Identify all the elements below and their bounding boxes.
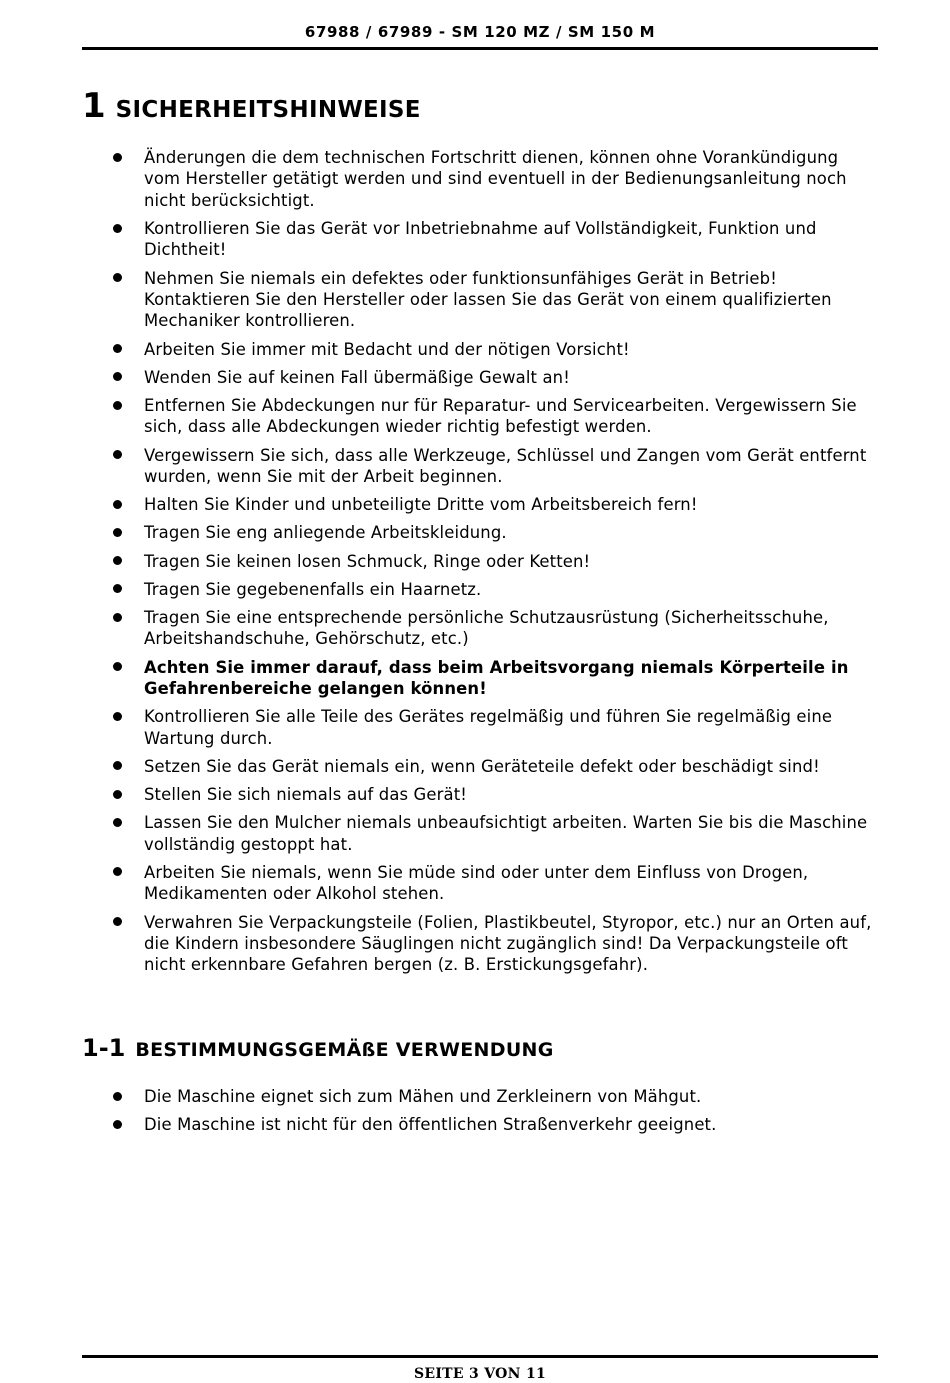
- bullet-icon: [113, 790, 122, 799]
- section-title: BESTIMMUNGSGEMÄßE VERWENDUNG: [135, 1039, 554, 1061]
- list-item-text: Vergewissern Sie sich, dass alle Werkzeuge, Schlüssel und Zangen vom Gerät entfernt wurden, wenn Sie mit der Arbeit beginnen.: [144, 445, 867, 487]
- bullet-icon: [113, 372, 122, 381]
- page-header-title: 67988 / 67989 - SM 120 MZ / SM 150 M: [304, 23, 656, 41]
- list-item: [112, 862, 877, 905]
- list-item-text: Lassen Sie den Mulcher niemals unbeaufsichtigt arbeiten. Warten Sie bis die Maschine vollständig gestoppt hat.: [144, 813, 868, 854]
- list-item-text: Kontrollieren Sie das Gerät vor Inbetriebnahme auf Vollständigkeit, Funktion und Dichtheit!: [144, 219, 817, 260]
- bullet-icon: [113, 761, 122, 770]
- list-item-text: Entfernen Sie Abdeckungen nur für Reparatur- und Servicearbeiten. Vergewissern Sie sich, dass alle Abdeckungen wieder richtig befestigt werden.: [144, 396, 857, 437]
- bullet-icon: [113, 584, 122, 593]
- bullet-icon: [113, 613, 122, 622]
- list-item: [112, 339, 877, 360]
- bullet-icon: [113, 1092, 122, 1101]
- bullet-icon: [113, 500, 122, 509]
- list-item-text: Halten Sie Kinder und unbeteiligte Dritte vom Arbeitsbereich fern!: [144, 495, 698, 515]
- bullet-icon: [113, 1120, 122, 1129]
- list-item-warning: [112, 657, 877, 700]
- list-item-text: Setzen Sie das Gerät niemals ein, wenn Geräteteile defekt oder beschädigt sind!: [144, 756, 820, 776]
- bullet-icon: [113, 556, 122, 565]
- safety-instructions-list: [112, 147, 877, 983]
- list-item: [112, 1114, 877, 1135]
- list-item-text: Stellen Sie sich niemals auf das Gerät!: [144, 785, 468, 805]
- bullet-icon: [113, 528, 122, 537]
- list-item: [112, 607, 877, 650]
- bullet-icon: [113, 153, 122, 162]
- intended-use-list: [112, 1086, 877, 1142]
- header-rule: [82, 47, 878, 50]
- list-item-text: Achten Sie immer darauf, dass beim Arbeitsvorgang niemals Körperteile in Gefahrenbereiche gelangen können!: [144, 657, 849, 699]
- list-item: [112, 551, 877, 572]
- footer-rule: [82, 1355, 878, 1358]
- list-item-text: Nehmen Sie niemals ein defektes oder funktionsunfähiges Gerät in Betrieb! Kontaktieren Sie den Hersteller oder lassen Sie das Gerät von einem qualifizierten Mechaniker kontrollieren.: [144, 268, 832, 331]
- bullet-icon: [113, 917, 122, 926]
- list-item-text: Die Maschine ist nicht für den öffentlichen Straßenverkehr geeignet.: [144, 1115, 717, 1135]
- bullet-icon: [113, 662, 122, 671]
- bullet-icon: [113, 344, 122, 353]
- list-item: [112, 1086, 877, 1107]
- list-item-text: Tragen Sie eng anliegende Arbeitskleidung.: [144, 523, 507, 543]
- list-item-text: Arbeiten Sie niemals, wenn Sie müde sind oder unter dem Einfluss von Drogen, Medikamenten oder Alkohol stehen.: [144, 862, 809, 904]
- bullet-icon: [113, 401, 122, 410]
- list-item: [112, 756, 877, 777]
- page-number: SEITE 3 VON 11: [413, 1366, 547, 1382]
- bullet-icon: [113, 818, 122, 827]
- list-item: [112, 367, 877, 388]
- bullet-icon: [113, 224, 122, 233]
- list-item: [112, 912, 877, 976]
- list-item-text: Arbeiten Sie immer mit Bedacht und der nötigen Vorsicht!: [144, 339, 630, 359]
- bullet-icon: [113, 273, 122, 282]
- list-item: [112, 395, 877, 438]
- list-item: [112, 147, 877, 211]
- section-heading-safety: [82, 86, 421, 126]
- list-item-text: Tragen Sie eine entsprechende persönliche Schutzausrüstung (Sicherheitsschuhe, Arbeitshandschuhe, Gehörschutz, etc.): [144, 608, 829, 649]
- list-item: [112, 706, 877, 749]
- bullet-icon: [113, 712, 122, 721]
- list-item: [112, 784, 877, 805]
- list-item: [112, 522, 877, 543]
- list-item: [112, 579, 877, 600]
- bullet-icon: [113, 867, 122, 876]
- list-item-text: Wenden Sie auf keinen Fall übermäßige Gewalt an!: [144, 367, 570, 387]
- list-item-text: Tragen Sie gegebenenfalls ein Haarnetz.: [144, 579, 482, 599]
- list-item-text: Verwahren Sie Verpackungsteile (Folien, Plastikbeutel, Styropor, etc.) nur an Orten auf, die Kindern insbesondere Säuglingen nicht zugänglich sind! Da Verpackungsteile oft nicht erkennbare Gefahren bergen (z. B. Erstickungsgefahr).: [144, 912, 872, 975]
- list-item-text: Die Maschine eignet sich zum Mähen und Zerkleinern von Mähgut.: [144, 1087, 702, 1106]
- section-heading-intended-use: [82, 1034, 554, 1062]
- section-number: 1: [82, 86, 106, 126]
- list-item: [112, 218, 877, 261]
- list-item: [112, 494, 877, 515]
- list-item: [112, 812, 877, 855]
- list-item: [112, 268, 877, 332]
- list-item: [112, 445, 877, 488]
- section-number: 1-1: [82, 1034, 126, 1062]
- list-item-text: Tragen Sie keinen losen Schmuck, Ringe oder Ketten!: [144, 551, 591, 571]
- list-item-text: Kontrollieren Sie alle Teile des Gerätes regelmäßig und führen Sie regelmäßig eine Wartung durch.: [144, 707, 833, 748]
- section-title: SICHERHEITSHINWEISE: [115, 97, 421, 123]
- list-item-text: Änderungen die dem technischen Fortschritt dienen, können ohne Vorankündigung vom Hersteller getätigt werden und sind eventuell in der Bedienungsanleitung noch nicht berücksichtigt.: [144, 148, 847, 210]
- bullet-icon: [113, 450, 122, 459]
